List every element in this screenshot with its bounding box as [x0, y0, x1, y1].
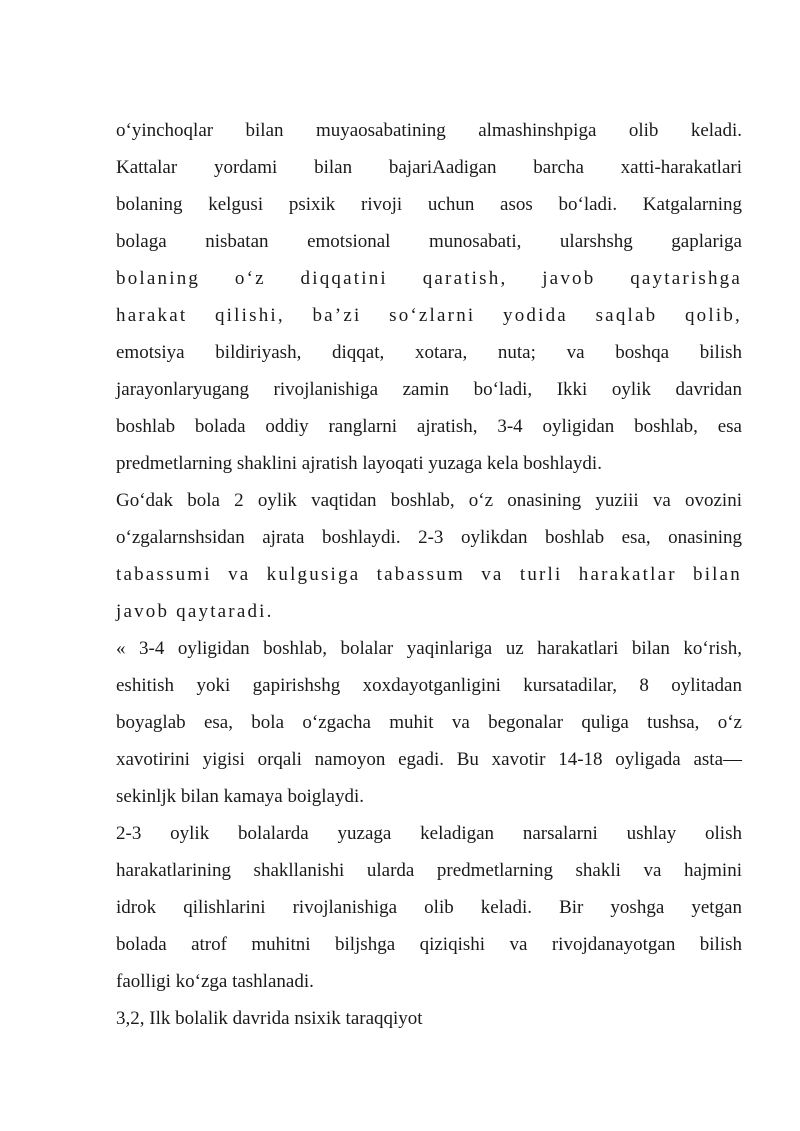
text-line: o‘zgalarnshsidan ajrata boshlaydi. 2-3 oylikdan boshlab esa, onasining — [116, 527, 742, 548]
text-line: bolaning o‘z diqqatini qaratish, javob qaytarishga — [116, 268, 742, 289]
text-line: emotsiya bildiriyash, diqqat, xotara, nuta; va boshqa bilish — [116, 342, 742, 363]
text-line: harakat qilishi, ba’zi so‘zlarni yodida saqlab qolib, — [116, 305, 742, 326]
text-line: faolligi ko‘zga tashlanadi. — [116, 971, 314, 992]
text-line: « 3-4 oyligidan boshlab, bolalar yaqinlariga uz harakatlari bilan ko‘rish, — [116, 638, 742, 659]
text-line: bolaga nisbatan emotsional munosabati, ularshshg gaplariga — [116, 231, 742, 252]
text-line: Kattalar yordami bilan bajariAadigan barcha xatti-harakatlari — [116, 157, 742, 178]
text-line: eshitish yoki gapirishshg xoxdayotganligini kursatadilar, 8 oylitadan — [116, 675, 742, 696]
text-line: predmetlarning shaklini ajratish layoqati yuzaga kela boshlaydi. — [116, 453, 602, 474]
section-heading: 3,2, Ilk bolalik davrida nsixik taraqqiyot — [116, 1008, 423, 1029]
text-line: harakatlarining shakllanishi ularda predmetlarning shakli va hajmini — [116, 860, 742, 881]
document-page — [116, 112, 742, 1037]
text-line: jarayonlaryugang rivojlanishiga zamin bo‘ladi, Ikki oylik davridan — [116, 379, 742, 400]
text-line: tabassumi va kulgusiga tabassum va turli harakatlar bilan — [116, 564, 742, 585]
text-line: bolaning kelgusi psixik rivoji uchun asos bo‘ladi. Katgalarning — [116, 194, 742, 215]
text-line: javob qaytaradi. — [116, 601, 274, 622]
text-line: xavotirini yigisi orqali namoyon egadi. Bu xavotir 14-18 oyligada asta— — [116, 749, 742, 770]
text-line: sekinljk bilan kamaya boiglaydi. — [116, 786, 365, 807]
text-line: bolada atrof muhitni biljshga qiziqishi va rivojdanayotgan bilish — [116, 934, 742, 955]
text-line: Go‘dak bola 2 oylik vaqtidan boshlab, o‘z onasining yuziii va ovozini — [116, 490, 742, 511]
text-line: boshlab bolada oddiy ranglarni ajratish, 3-4 oyligidan boshlab, esa — [116, 416, 742, 437]
text-line: o‘yinchoqlar bilan muyaosabatining almashinshpiga olib keladi. — [116, 120, 742, 141]
text-line: boyaglab esa, bola o‘zgacha muhit va begonalar quliga tushsa, o‘z — [116, 712, 742, 733]
text-line: idrok qilishlarini rivojlanishiga olib keladi. Bir yoshga yetgan — [116, 897, 742, 918]
text-line: 2-3 oylik bolalarda yuzaga keladigan narsalarni ushlay olish — [116, 823, 742, 844]
